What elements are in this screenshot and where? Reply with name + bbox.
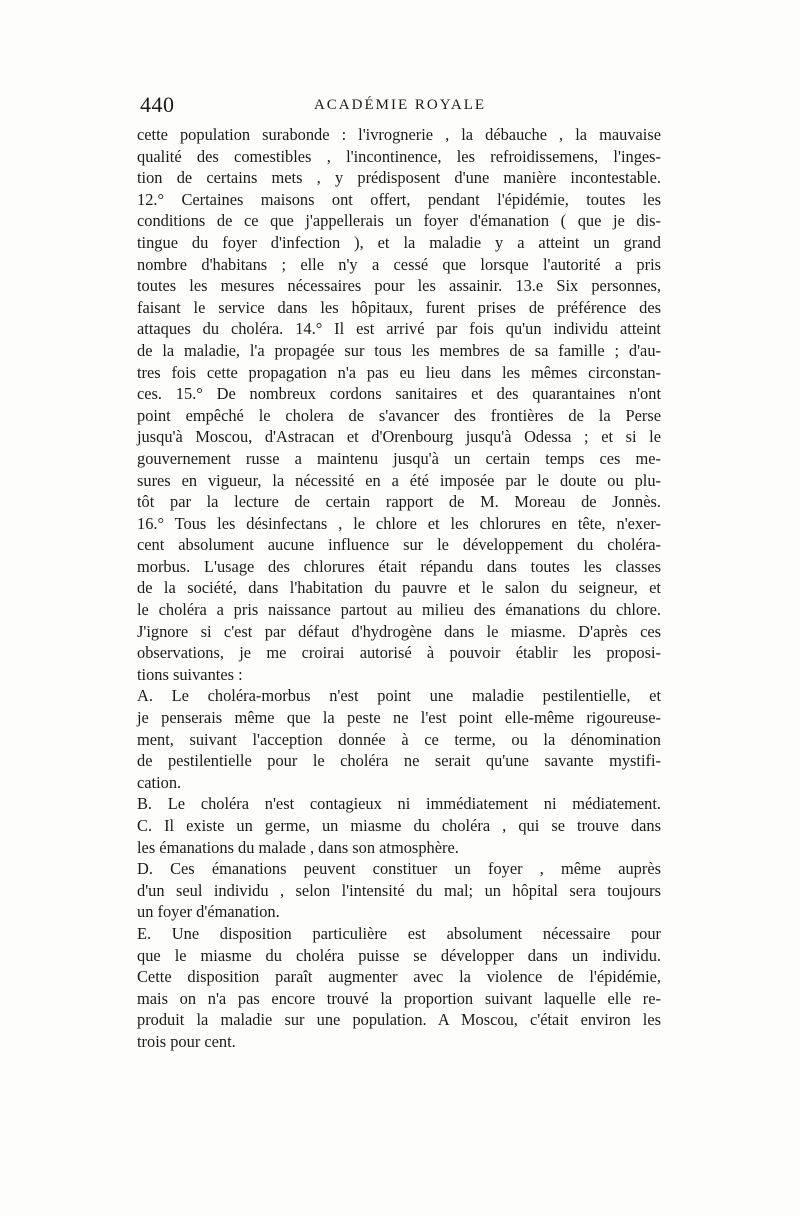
proposition-c-line: C. Il existe un germe, un miasme du choléra , qui se trouve dans — [137, 816, 661, 835]
text-line: mais on n'a pas encore trouvé la proportion suivant laquelle elle re- — [137, 988, 661, 1008]
text-line: Cette disposition paraît augmenter avec la violence de l'épidémie, — [137, 967, 661, 987]
text-line: de la société, dans l'habitation du pauvre et le salon du seigneur, et — [137, 578, 661, 598]
text-line: de la maladie, l'a propagée sur tous les membres de sa famille ; d'au- — [137, 340, 661, 360]
text-line: nombre d'habitans ; elle n'y a cessé que lorsque l'autorité a pris — [137, 254, 661, 274]
proposition-e-line: E. Une disposition particulière est absolument nécessaire pour — [137, 923, 661, 943]
text-line: ment, suivant l'acception donnée à ce terme, ou la dénomination — [137, 729, 661, 749]
text-line: de pestilentielle pour le choléra ne serait qu'une savante mystifi- — [137, 751, 661, 771]
text-line: observations, je me croirai autorisé à pouvoir établir les proposi- — [137, 643, 661, 663]
text-line: tres fois cette propagation n'a pas eu lieu dans les mêmes circonstan- — [137, 362, 661, 382]
text-line: le choléra a pris naissance partout au milieu des émanations du chlore. — [137, 600, 661, 620]
text-line: gouvernement russe a maintenu jusqu'à un certain temps ces me- — [137, 448, 661, 468]
text-line: tion de certains mets , y prédisposent d'une manière incontestable. — [137, 168, 661, 188]
proposition-d-line: D. Ces émanations peuvent constituer un foyer , même auprès — [137, 859, 661, 879]
text-line: attaques du choléra. 14.° Il est arrivé par fois qu'un individu atteint — [137, 319, 661, 339]
text-line: ces. 15.° De nombreux cordons sanitaires et des quarantaines n'ont — [137, 384, 661, 404]
text-line: je penserais même que la peste ne l'est point elle-même rigoureuse- — [137, 708, 661, 728]
text-line: J'ignore si c'est par défaut d'hydrogène dans le miasme. D'après ces — [137, 621, 661, 641]
text-line: sures en vigueur, la nécessité en a été imposée par le doute ou plu- — [137, 470, 661, 490]
proposition-b-line: B. Le choléra n'est contagieux ni immédiatement ni médiatement. — [137, 794, 661, 814]
text-line: qualité des comestibles , l'incontinence, les refroidissemens, l'inges- — [137, 146, 661, 166]
text-line: conditions de ce que j'appellerais un foyer d'émanation ( que je dis- — [137, 211, 661, 231]
text-line: produit la maladie sur une population. A Moscou, c'était environ les — [137, 1010, 661, 1030]
text-line: trois pour cent. — [137, 1031, 236, 1051]
page-header — [140, 92, 660, 122]
text-line: un foyer d'émanation. — [137, 902, 280, 922]
text-line: point empêché le cholera de s'avancer des frontières de la Perse — [137, 405, 661, 425]
text-line: morbus. L'usage des chlorures était répandu dans toutes les classes — [137, 556, 661, 576]
text-line: d'un seul individu , selon l'intensité du mal; un hôpital sera toujours — [137, 880, 661, 900]
text-line: cation. — [137, 772, 182, 792]
text-line: tôt par la lecture de certain rapport de M. Moreau de Jonnès. — [137, 492, 661, 512]
text-line: jusqu'à Moscou, d'Astracan et d'Orenbourg jusqu'à Odessa ; et si le — [137, 427, 661, 447]
running-head: ACADÉMIE ROYALE — [313, 97, 487, 113]
text-line: les émanations du malade , dans son atmosphère. — [137, 837, 459, 857]
body-text — [137, 124, 661, 1053]
page-number: 440 — [140, 92, 175, 117]
text-line: tingue du foyer d'infection ), et la maladie y a atteint un grand — [137, 232, 661, 252]
proposition-a-line: A. Le choléra-morbus n'est point une maladie pestilentielle, et — [137, 686, 661, 706]
text-line: toutes les mesures nécessaires pour les assainir. 13.e Six personnes, — [137, 276, 661, 296]
text-line: faisant le service dans les hôpitaux, furent prises de préférence des — [137, 297, 661, 317]
text-line: que le miasme du choléra puisse se développer dans un individu. — [137, 945, 661, 965]
text-line: cette population surabonde : l'ivrognerie , la débauche , la mauvaise — [137, 125, 661, 144]
text-line: 12.° Certaines maisons ont offert, pendant l'épidémie, toutes les — [137, 189, 661, 209]
text-line: cent absolument aucune influence sur le développement du choléra- — [137, 535, 661, 555]
text-line: tions suivantes : — [137, 664, 243, 684]
text-line: 16.° Tous les désinfectans , le chlore et les chlorures en tête, n'exer- — [137, 513, 661, 533]
